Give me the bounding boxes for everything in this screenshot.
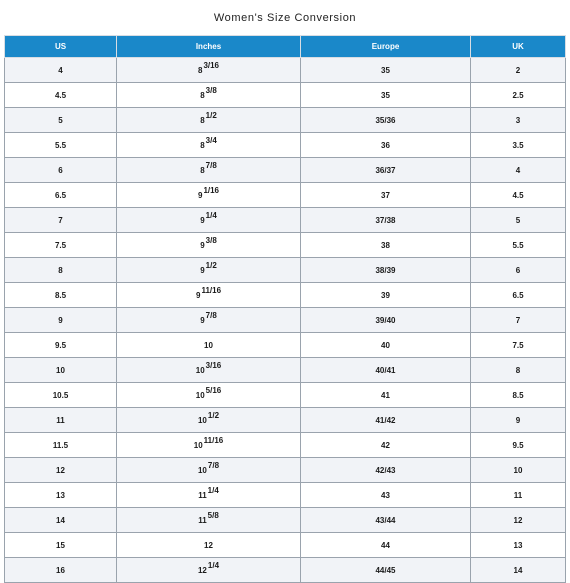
inches-whole: 9 [200,315,205,325]
header-europe: Europe [301,36,471,58]
cell-us: 13 [5,483,117,508]
inches-whole: 8 [200,140,205,150]
cell-uk: 12 [471,508,566,533]
table-row [5,458,566,483]
cell-europe: 40/41 [301,358,471,383]
cell-europe: 41 [301,383,471,408]
cell-inches [117,408,301,433]
inches-fraction: 7/8 [207,460,220,470]
size-conversion-table [4,35,566,583]
cell-europe: 38/39 [301,258,471,283]
inches-fraction: 3/8 [205,235,217,245]
header-uk: UK [471,36,566,58]
inches-whole: 9 [200,215,205,225]
cell-inches [117,183,301,208]
cell-us: 4 [5,58,117,83]
cell-us: 7 [5,208,117,233]
cell-uk: 5 [471,208,566,233]
table-row [5,508,566,533]
cell-uk: 14 [471,558,566,583]
inches-fraction: 11/16 [203,435,224,445]
cell-us: 5.5 [5,133,117,158]
page-title: Women's Size Conversion [213,12,357,24]
cell-inches [117,108,301,133]
inches-whole: 12 [204,540,213,550]
header-us: US [5,36,117,58]
cell-us: 9 [5,308,117,333]
header-inches: Inches [117,36,301,58]
inches-whole: 12 [197,565,207,575]
cell-us: 6 [5,158,117,183]
cell-uk: 9.5 [471,433,566,458]
cell-us: 11 [5,408,117,433]
cell-europe: 36/37 [301,158,471,183]
cell-uk: 5.5 [471,233,566,258]
inches-fraction: 5/16 [205,385,222,395]
cell-europe: 35 [301,58,471,83]
inches-whole: 10 [195,365,205,375]
inches-fraction: 1/2 [207,410,220,420]
table-row [5,308,566,333]
cell-inches [117,208,301,233]
table-row [5,533,566,558]
cell-uk: 9 [471,408,566,433]
cell-us: 15 [5,533,117,558]
inches-fraction: 3/4 [205,135,217,145]
cell-inches [117,558,301,583]
table-body [5,58,566,583]
cell-inches [117,258,301,283]
inches-fraction: 1/4 [205,210,217,220]
cell-us: 8.5 [5,283,117,308]
cell-europe: 37/38 [301,208,471,233]
inches-fraction: 5/8 [207,510,219,520]
cell-inches [117,508,301,533]
cell-europe: 41/42 [301,408,471,433]
cell-europe: 43 [301,483,471,508]
table-row [5,183,566,208]
table-row [5,408,566,433]
cell-inches [117,358,301,383]
inches-whole: 11 [198,490,207,500]
table-row [5,108,566,133]
cell-europe: 37 [301,183,471,208]
inches-whole: 10 [204,340,213,350]
cell-us: 5 [5,108,117,133]
cell-inches [117,458,301,483]
cell-us: 11.5 [5,433,117,458]
inches-whole: 10 [197,415,207,425]
inches-whole: 8 [200,115,205,125]
cell-europe: 39 [301,283,471,308]
inches-fraction: 1/4 [207,560,220,570]
cell-inches [117,333,301,358]
cell-inches [117,158,301,183]
cell-uk: 6.5 [471,283,566,308]
cell-europe: 38 [301,233,471,258]
cell-uk: 2 [471,58,566,83]
inches-whole: 10 [193,440,203,450]
inches-whole: 9 [197,190,203,200]
cell-inches [117,233,301,258]
cell-europe: 43/44 [301,508,471,533]
cell-us: 4.5 [5,83,117,108]
cell-inches [117,483,301,508]
cell-inches [117,433,301,458]
cell-europe: 44 [301,533,471,558]
table-row [5,158,566,183]
inches-fraction: 1/4 [207,485,219,495]
cell-us: 14 [5,508,117,533]
cell-europe: 35/36 [301,108,471,133]
cell-us: 10.5 [5,383,117,408]
table-row [5,483,566,508]
inches-whole: 9 [195,290,201,300]
cell-inches [117,283,301,308]
cell-europe: 40 [301,333,471,358]
table-header [5,36,566,58]
inches-whole: 8 [197,65,203,75]
cell-us: 7.5 [5,233,117,258]
table-row [5,283,566,308]
cell-us: 12 [5,458,117,483]
header-row [5,36,566,58]
cell-uk: 4 [471,158,566,183]
table-row [5,433,566,458]
cell-us: 16 [5,558,117,583]
table-row [5,58,566,83]
inches-whole: 8 [200,90,205,100]
inches-fraction: 1/2 [205,110,217,120]
cell-uk: 8 [471,358,566,383]
cell-uk: 7 [471,308,566,333]
inches-fraction: 11/16 [201,285,222,295]
cell-europe: 35 [301,83,471,108]
cell-uk: 3.5 [471,133,566,158]
cell-inches [117,308,301,333]
cell-uk: 13 [471,533,566,558]
cell-europe: 39/40 [301,308,471,333]
cell-europe: 42/43 [301,458,471,483]
table-row [5,258,566,283]
inches-fraction: 3/16 [205,360,222,370]
cell-europe: 42 [301,433,471,458]
cell-europe: 44/45 [301,558,471,583]
cell-us: 9.5 [5,333,117,358]
inches-whole: 8 [200,165,205,175]
inches-whole: 9 [200,265,205,275]
inches-fraction: 1/16 [203,185,220,195]
inches-fraction: 3/8 [205,85,217,95]
inches-whole: 10 [195,390,205,400]
table-row [5,83,566,108]
cell-inches [117,58,301,83]
cell-uk: 6 [471,258,566,283]
cell-uk: 8.5 [471,383,566,408]
cell-inches [117,83,301,108]
table-row [5,358,566,383]
inches-whole: 9 [200,240,205,250]
inches-whole: 11 [198,515,207,525]
cell-us: 6.5 [5,183,117,208]
inches-fraction: 1/2 [205,260,217,270]
cell-uk: 4.5 [471,183,566,208]
cell-uk: 10 [471,458,566,483]
table-row [5,558,566,583]
cell-inches [117,383,301,408]
cell-europe: 36 [301,133,471,158]
cell-inches [117,133,301,158]
cell-us: 10 [5,358,117,383]
cell-uk: 7.5 [471,333,566,358]
table-row [5,233,566,258]
cell-inches [117,533,301,558]
cell-uk: 2.5 [471,83,566,108]
table-row [5,133,566,158]
table-row [5,333,566,358]
table-row [5,208,566,233]
cell-uk: 11 [471,483,566,508]
inches-fraction: 3/16 [203,60,220,70]
table-row [5,383,566,408]
inches-fraction: 7/8 [205,160,217,170]
cell-us: 8 [5,258,117,283]
inches-fraction: 7/8 [205,310,217,320]
cell-uk: 3 [471,108,566,133]
inches-whole: 10 [197,465,207,475]
